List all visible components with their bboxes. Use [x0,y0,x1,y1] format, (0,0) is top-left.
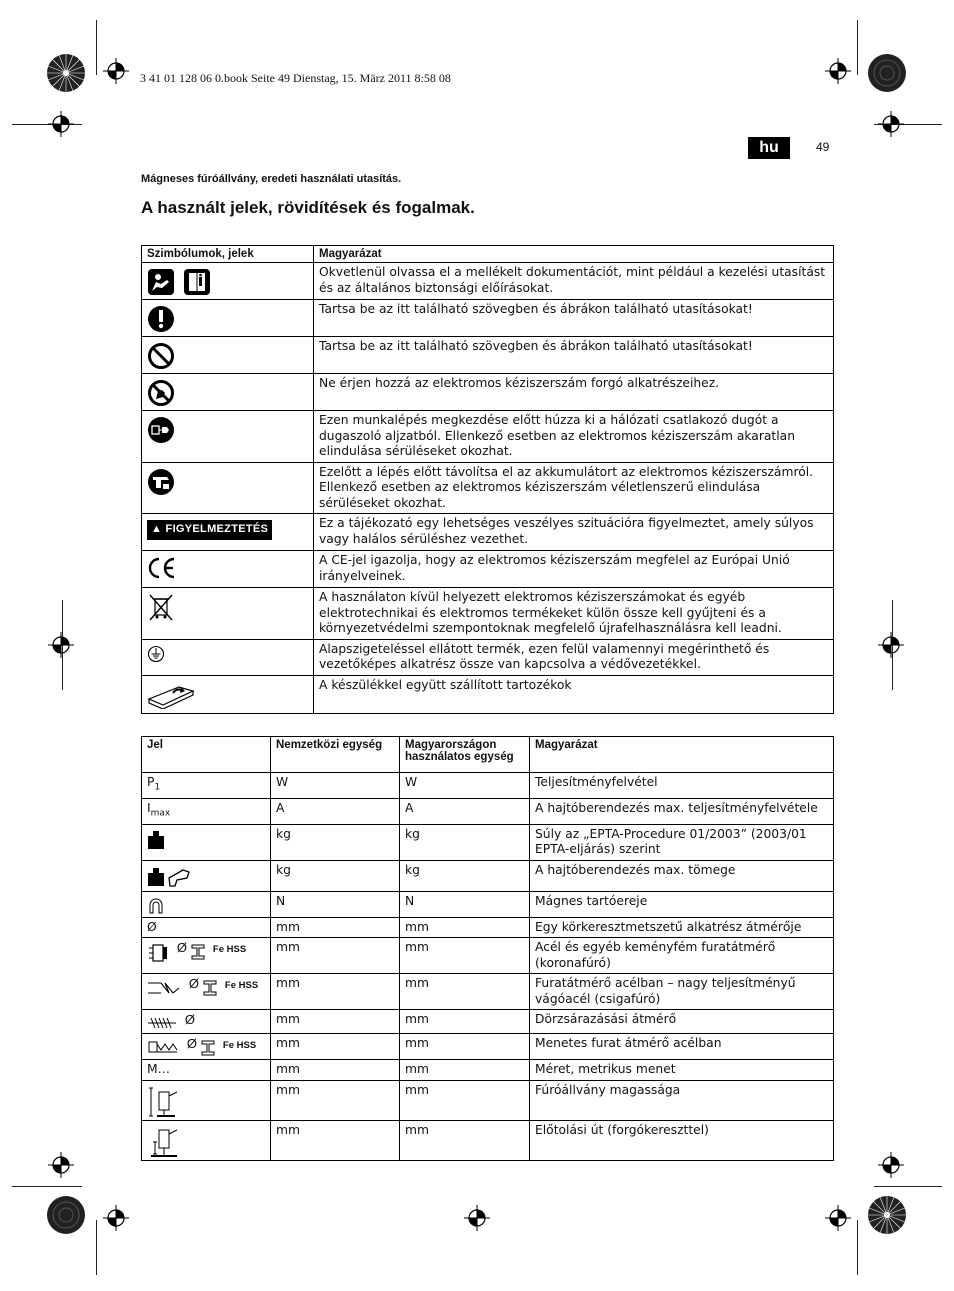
explanation-cell: A készülékkel együtt szállított tartozékok [314,675,834,713]
explanation-cell: A használaton kívül helyezett elektromos kéziszerszámokat és egyéb elektrotechnikai és elektromos termékeket külön össze kell gyűjteni és a környezetvédelmi szempontoknak megfelelő újrafelhasználásra kell leadni. [314,588,834,640]
hu-unit-cell: mm [400,1120,530,1160]
crop-mark [857,20,858,75]
table-row [142,300,834,337]
twist-drill-icon [147,979,181,997]
page-number: 49 [816,140,830,154]
intl-unit-cell: N [271,891,400,917]
table-header-row [142,737,834,773]
crosshair-icon [878,111,904,137]
table-row [142,824,834,860]
intl-unit-cell: W [271,773,400,799]
accessories-icon [147,681,197,709]
table-row [142,263,834,300]
ce-mark-icon [147,556,177,580]
unplug-icon [147,416,175,444]
table-row [142,891,834,917]
hu-unit-cell: kg [400,860,530,891]
symbol-cell [142,588,314,640]
symbol-cell [142,824,271,860]
explanation-cell: Ez a tájékozató egy lehetséges veszélyes szituációra figyelmeztet, amely súlyos vagy halálos sérüléshez vezethet. [314,514,834,551]
crop-mark [874,1186,942,1187]
crop-mark [96,20,97,75]
hu-unit-cell: mm [400,974,530,1010]
explanation-cell: Furatátmérő acélban – nagy teljesítményű vágóacél (csigafúró) [530,974,834,1010]
weee-bin-icon [147,593,175,623]
table-row [142,1010,834,1034]
intl-unit-cell: mm [271,1060,400,1081]
do-not-touch-rotating-icon [147,379,175,407]
table-row [142,1060,834,1081]
explanation-cell: Acél és egyéb keményfém furatátmérő (koronafúró) [530,938,834,974]
feed-travel-icon [147,1126,181,1158]
explanation-cell: Ne érjen hozzá az elektromos kéziszerszám forgó alkatrészeihez. [314,374,834,411]
units-table [141,736,834,1161]
registration-rosette-icon [46,1195,86,1235]
symbol-cell: Ø [142,917,271,938]
table-row [142,588,834,640]
symbol-cell [142,462,314,514]
remove-battery-icon [147,468,175,496]
table-row [142,675,834,713]
symbol-cell [142,337,314,374]
intl-unit-cell: kg [271,860,400,891]
crosshair-icon [825,58,851,84]
table-row [142,374,834,411]
hu-unit-cell: W [400,773,530,799]
table-row [142,1034,834,1060]
symbol-cell [142,514,314,551]
symbol-cell [142,1120,271,1160]
intl-unit-cell: mm [271,1120,400,1160]
table-header-row [142,246,834,263]
table-row [142,411,834,463]
registration-rosette-icon [867,53,907,93]
symbol-cell [142,374,314,411]
table-row [142,514,834,551]
intl-unit-cell: mm [271,974,400,1010]
explanation-cell: Tartsa be az itt található szövegben és ábrákon található utasításokat! [314,337,834,374]
symbol-cell: M… [142,1060,271,1081]
steel-beam-icon [191,943,205,961]
table-row [142,462,834,514]
stand-height-icon [147,1086,181,1118]
protective-earth-icon [147,645,165,663]
steel-beam-icon [203,979,217,997]
language-badge: hu [748,137,790,159]
symbol-cell: Ø Fe HSS [142,1034,271,1060]
symbol-cell [142,551,314,588]
hu-unit-cell: mm [400,1080,530,1120]
registration-rosette-icon [867,1195,907,1235]
crosshair-icon [103,58,129,84]
explanation-cell: Alapszigeteléssel ellátott termék, ezen felül valamennyi megérinthető és vezetőképes alkatrész össze van kapcsolva a védővezetékkel. [314,639,834,675]
explanation-cell: A CE-jel igazolja, hogy az elektromos kéziszerszám megfelel az Európai Unió irányelveinek. [314,551,834,588]
document-subtitle: Mágneses fúróállvány, eredeti használati utasítás. [141,173,402,185]
crosshair-icon [878,1152,904,1178]
reamer-icon [147,1015,177,1031]
symbol-cell [142,860,271,891]
explanation-cell: Dörzsárazásási átmérő [530,1010,834,1034]
mandatory-exclamation-icon [147,305,175,333]
hu-unit-cell: mm [400,1034,530,1060]
explanation-cell: Ezelőtt a lépés előtt távolítsa el az akkumulátort az elektromos kéziszerszámról. Ellenkező esetben az elektromos kéziszerszám véletlenszerű elindulása sérüléseket okozhat. [314,462,834,514]
table-row [142,337,834,374]
intl-unit-cell: kg [271,824,400,860]
column-header: Jel [142,737,271,773]
registration-rosette-icon [46,53,86,93]
table-row [142,551,834,588]
explanation-cell: Méret, metrikus menet [530,1060,834,1081]
table-row [142,639,834,675]
warning-label-text: FIGYELMEZTETÉS [165,523,269,535]
core-drill-icon [147,943,169,963]
table-row [142,798,834,824]
explanation-cell: Teljesítményfelvétel [530,773,834,799]
crop-mark [96,1220,97,1275]
explanation-cell: Menetes furat átmérő acélban [530,1034,834,1060]
explanation-cell: Ezen munkalépés megkezdése előtt húzza ki a hálózati csatlakozó dugót a dugaszoló aljzatból. Ellenkező esetben az elektromos kéziszerszám akaratlan elindulása sérüléseket okozhat. [314,411,834,463]
crosshair-icon [48,1152,74,1178]
explanation-cell: Okvetlenül olvassa el a mellékelt dokumentációt, mint például a kezelési utasítást és az általános biztonsági előírásokat. [314,263,834,300]
table-row [142,974,834,1010]
prohibition-icon [147,342,175,370]
symbol-cell: Ø [142,1010,271,1034]
symbol-cell [142,639,314,675]
max-weight-drive-icon [147,866,191,888]
explanation-cell: Mágnes tartóereje [530,891,834,917]
hu-unit-cell: A [400,798,530,824]
hu-unit-cell: mm [400,917,530,938]
table-row [142,773,834,799]
intl-unit-cell: mm [271,917,400,938]
crosshair-icon [48,632,74,658]
steel-beam-icon [201,1039,215,1057]
crosshair-icon [878,632,904,658]
intl-unit-cell: A [271,798,400,824]
symbol-cell: Ø Fe HSS [142,938,271,974]
book-file-line: 3 41 01 128 06 0.book Seite 49 Dienstag, 15. März 2011 8:58 08 [140,71,451,85]
explanation-cell: Tartsa be az itt található szövegben és ábrákon található utasításokat! [314,300,834,337]
intl-unit-cell: mm [271,1010,400,1034]
explanation-cell: A hajtóberendezés max. teljesítményfelvétele [530,798,834,824]
column-header: Magyarázat [530,737,834,773]
symbol-cell [142,300,314,337]
tap-icon [147,1039,179,1055]
intl-unit-cell: mm [271,1034,400,1060]
table-row [142,1120,834,1160]
explanation-cell: Egy körkeresztmetszetű alkatrész átmérője [530,917,834,938]
hu-unit-cell: kg [400,824,530,860]
manual-book-icon [183,268,211,296]
symbol-cell [142,675,314,713]
crosshair-icon [464,1205,490,1231]
crop-mark [857,1220,858,1275]
table-row [142,938,834,974]
weight-icon [147,830,165,850]
explanation-cell: A hajtóberendezés max. tömege [530,860,834,891]
crop-mark [12,1186,82,1187]
warning-label-icon: ▲ FIGYELMEZTETÉS [147,520,272,540]
table-row [142,917,834,938]
symbols-table [141,245,834,714]
column-header: Nemzetközi egység [271,737,400,773]
hu-unit-cell: N [400,891,530,917]
hu-unit-cell: mm [400,1010,530,1034]
intl-unit-cell: mm [271,938,400,974]
hu-unit-cell: mm [400,938,530,974]
magnet-icon [147,897,165,915]
symbol-cell [142,891,271,917]
section-title: A használt jelek, rövidítések és fogalmak. [141,198,475,217]
symbol-cell: $I_{max}$ [142,798,271,824]
symbol-cell [142,263,314,300]
column-header: Szimbólumok, jelek [142,246,314,263]
symbol-cell [142,411,314,463]
column-header: Magyarországon használatos egység [400,737,530,773]
symbol-cell: $P_1$ [142,773,271,799]
read-manual-icon [147,268,175,296]
symbol-cell: Ø Fe HSS [142,974,271,1010]
explanation-cell: Előtolási út (forgókereszttel) [530,1120,834,1160]
hu-unit-cell: mm [400,1060,530,1081]
symbol-cell [142,1080,271,1120]
crosshair-icon [48,111,74,137]
table-row [142,1080,834,1120]
intl-unit-cell: mm [271,1080,400,1120]
explanation-cell: Fúróállvány magassága [530,1080,834,1120]
column-header: Magyarázat [314,246,834,263]
crosshair-icon [825,1205,851,1231]
explanation-cell: Súly az „EPTA-Procedure 01/2003” (2003/01 EPTA-eljárás) szerint [530,824,834,860]
crosshair-icon [103,1205,129,1231]
table-row [142,860,834,891]
